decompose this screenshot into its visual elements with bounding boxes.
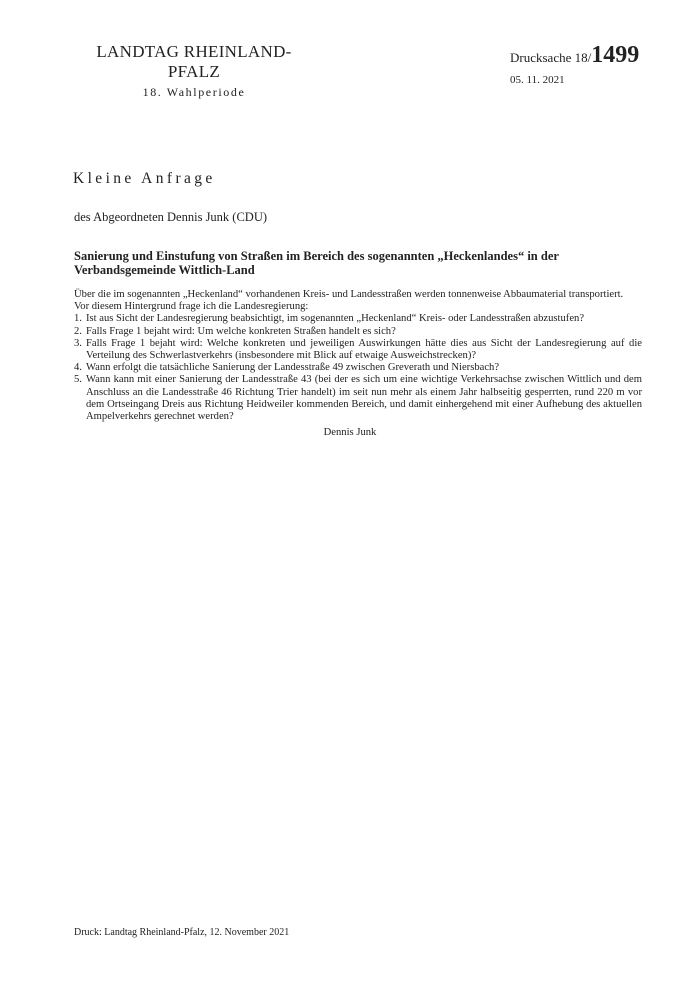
drucksache-line: [510, 42, 639, 71]
header-right: [510, 42, 639, 87]
question-text: Falls Frage 1 bejaht wird: Welche konkreten und jeweiligen Auswirkungen hätte dies aus Sicht der Landesregierung auf die Verteilung des Schwerlastverkehrs (insbesondere mit Blick auf etwaige Ausweichstrecken)?: [86, 337, 642, 362]
intro-paragraph: Vor diesem Hintergrund frage ich die Landesregierung:: [74, 301, 309, 313]
question-item: [74, 362, 642, 374]
intro-paragraph: Über die im sogenannten „Heckenland“ vorhandenen Kreis- und Landesstraßen werden tonnenweise Abbaumaterial transportiert.: [74, 289, 624, 300]
document-date: 05. 11. 2021: [510, 74, 565, 86]
question-number: 1.: [74, 313, 82, 325]
question-list: [74, 313, 642, 423]
parliament-name: LANDTAG RHEINLAND-PFALZ: [96, 42, 292, 81]
print-footer: Druck: Landtag Rheinland-Pfalz, 12. November 2021: [74, 927, 290, 938]
question-number: 4.: [74, 362, 82, 374]
document-type-title: Kleine Anfrage: [73, 170, 216, 187]
drucksache-number: 1499: [591, 42, 640, 68]
question-text: Ist aus Sicht der Landesregierung beabsichtigt, im sogenannten „Heckenland“ Kreis- oder Landesstraßen abzustufen?: [86, 313, 585, 325]
question-item: [74, 326, 642, 338]
question-item: [74, 374, 642, 423]
question-text: Wann erfolgt die tatsächliche Sanierung der Landesstraße 49 zwischen Greverath und Niersbach?: [86, 362, 500, 374]
legislative-period: 18. Wahlperiode: [142, 85, 246, 99]
question-text: Wann kann mit einer Sanierung der Landesstraße 43 (bei der es sich um eine wichtige Verkehrsachse zwischen Wittlich und dem Anschluss an die Landesstraße 46 Richtung Trier handelt) im seit nun mehr als einem Jahr halbseitig gesperrten, rund 220 m vor dem Ortseingang Dreis aus Richtung Heidweiler kommenden Bereich, und damit einhergehend mit einer Aufhebung des aktuellen Ampelverkehrs gerechnet werden?: [86, 374, 642, 423]
drucksache-label: Drucksache 18/: [510, 50, 592, 65]
question-item: [74, 338, 642, 362]
header-left: [74, 42, 314, 100]
question-number: 2.: [74, 325, 82, 337]
question-item: [74, 313, 642, 325]
question-number: 5.: [74, 374, 82, 386]
question-text: Falls Frage 1 bejaht wird: Um welche konkreten Straßen handelt es sich?: [86, 325, 396, 337]
body-text: [74, 289, 642, 423]
question-number: 3.: [74, 337, 82, 349]
author-line: des Abgeordneten Dennis Junk (CDU): [74, 210, 268, 224]
subject-heading: Sanierung und Einstufung von Straßen im Bereich des sogenannten „Heckenlandes“ in der Verbandsgemeinde Wittlich-Land: [74, 249, 559, 277]
signature: Dennis Junk: [323, 427, 377, 438]
